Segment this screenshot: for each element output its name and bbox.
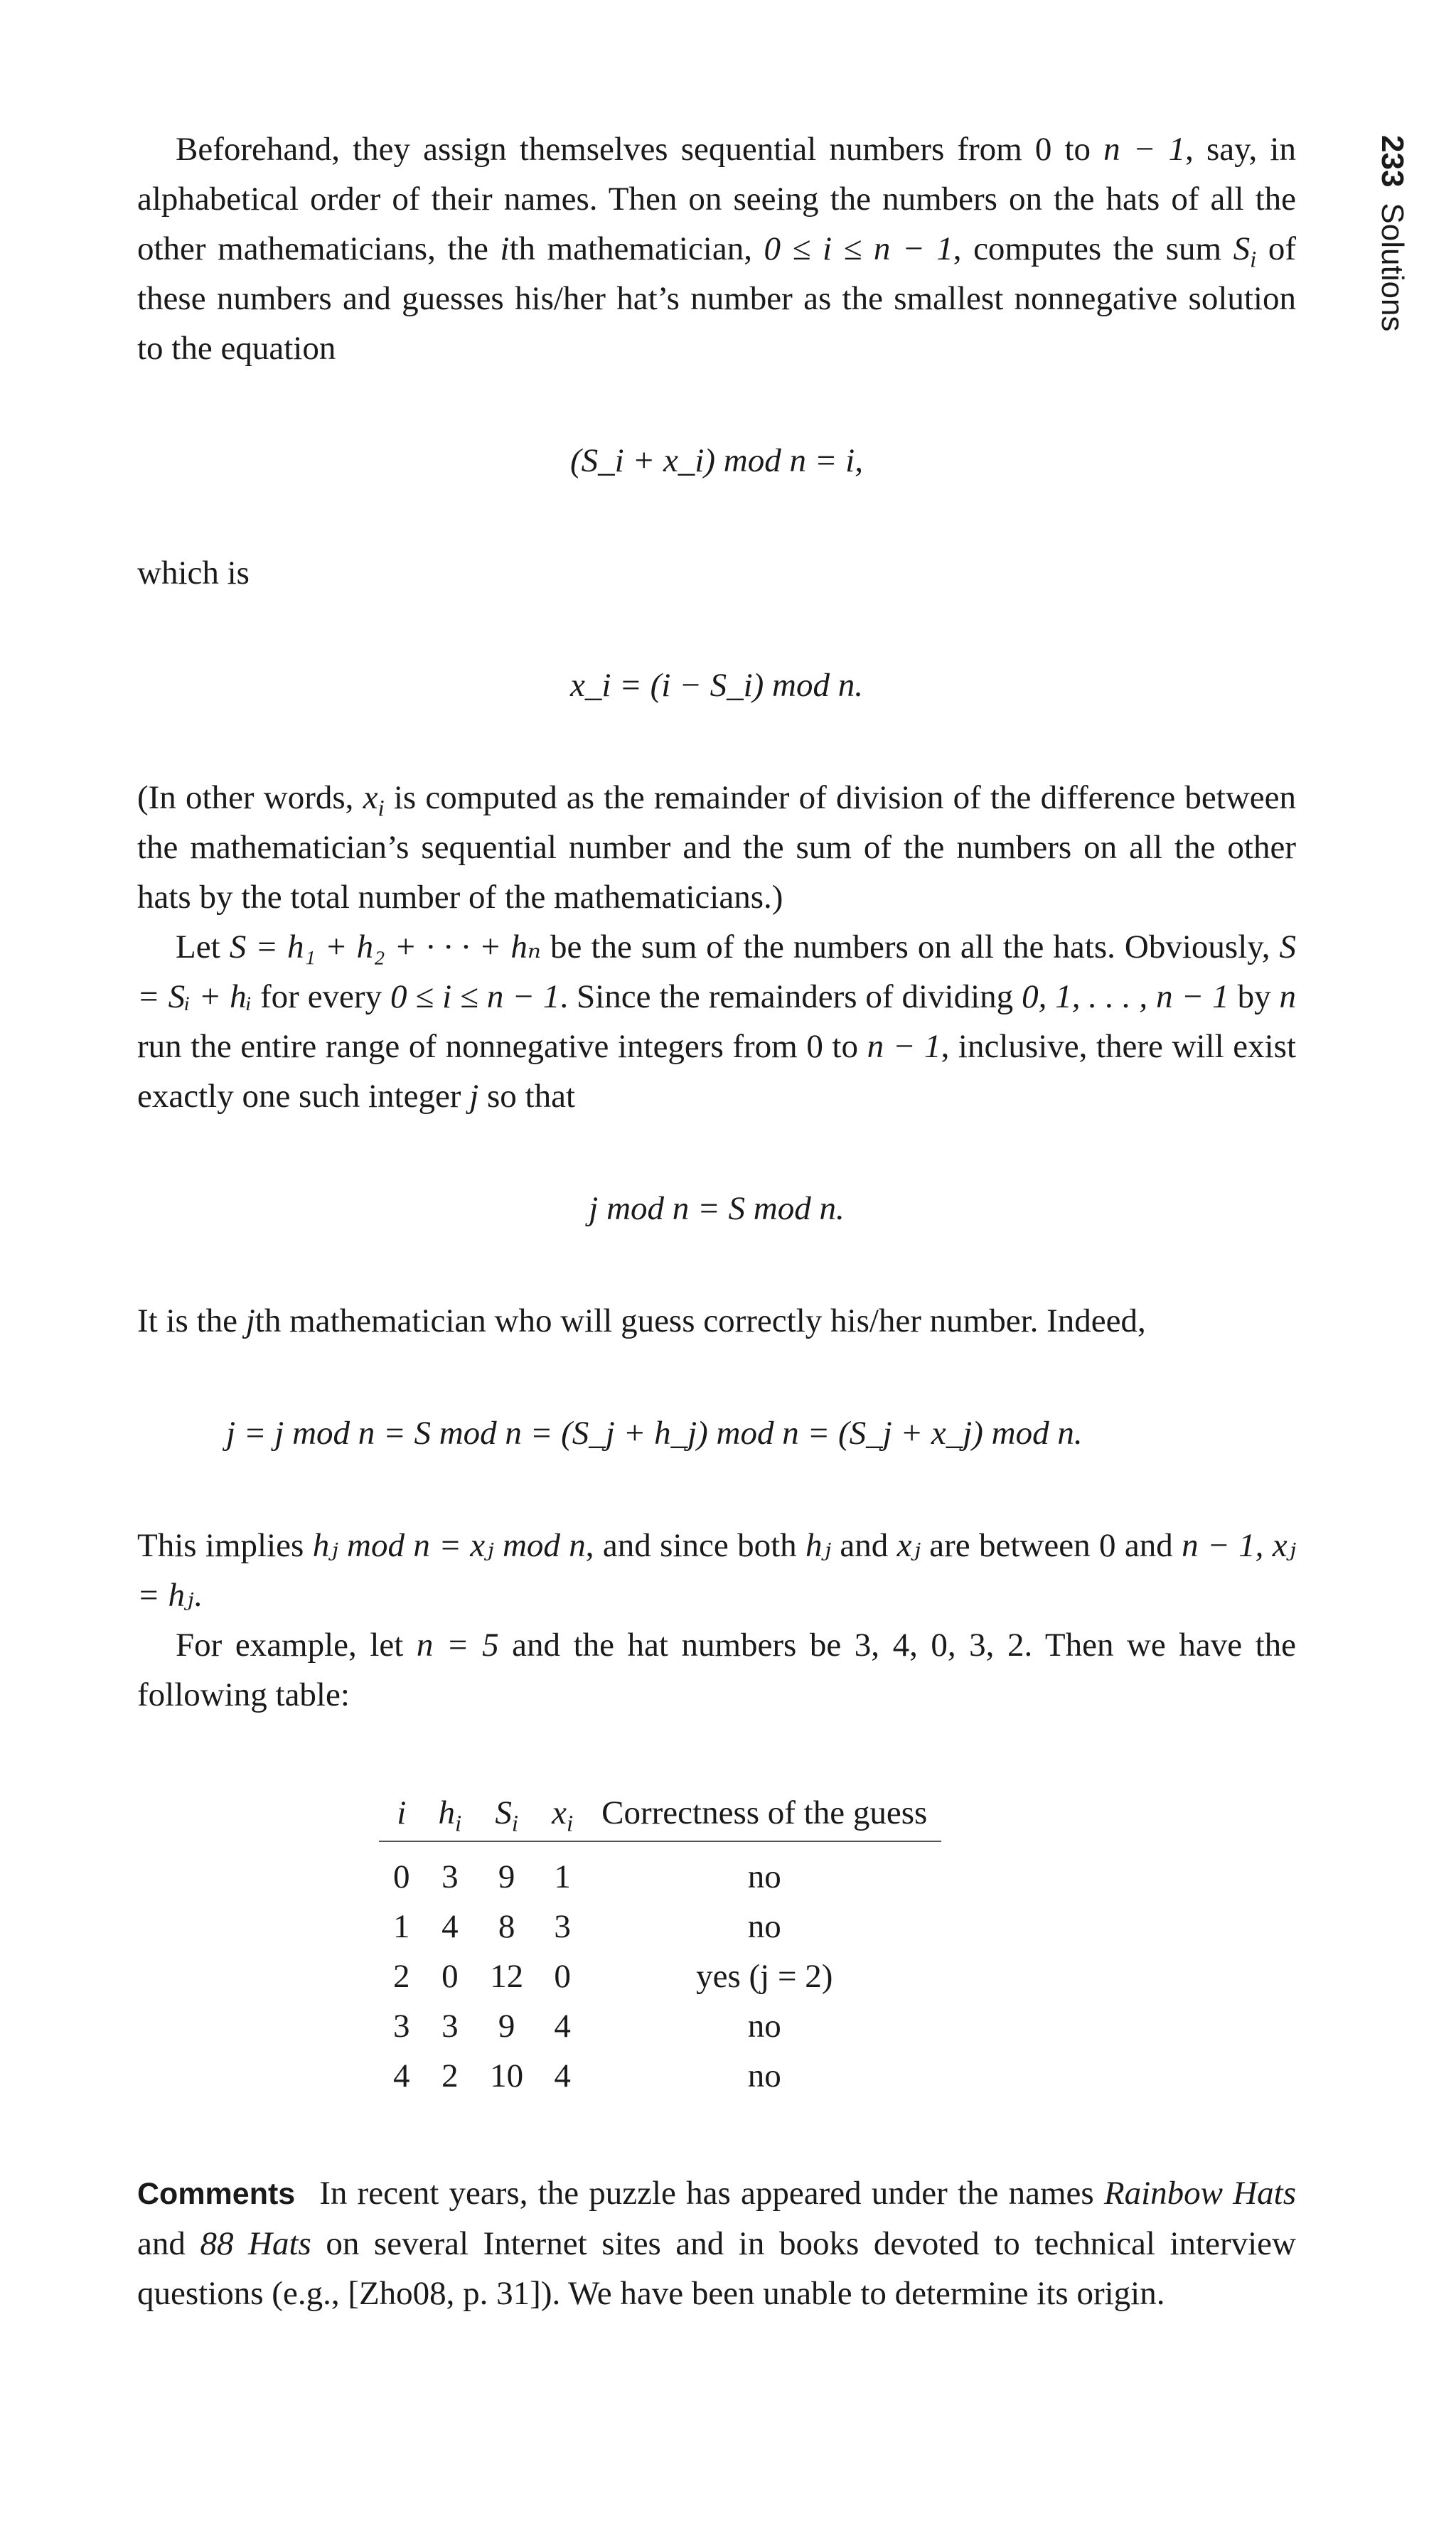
math-inline: 0, 1, . . . , n − 1 — [1022, 978, 1229, 1015]
text-run: Beforehand, they assign themselves sequential numbers from 0 to — [176, 131, 1104, 168]
table-cell: 0 — [393, 1858, 410, 1895]
table-cell: 4 — [554, 2057, 571, 2094]
table-cell: 12 — [490, 1958, 524, 1995]
table-cell: no — [747, 1908, 781, 1945]
text-run: on several Internet sites and in books devoted to technical interview questions (e.g., [Zho08, p. 31]). We have been unable to determine its origin. — [137, 2225, 1296, 2312]
table-row — [379, 1902, 941, 1952]
text-run: and the hat numbers be 3, 4, 0, 3, 2. Then we have the following table: — [137, 1627, 1297, 1713]
table-cell: no — [747, 2057, 781, 2094]
italic-title: Rainbow Hats — [1103, 2175, 1296, 2212]
paragraph-2: which is — [137, 555, 250, 591]
table-cell: 2 — [441, 2057, 459, 2094]
header-text: S — [495, 1794, 512, 1831]
paragraph-4 — [137, 922, 1296, 1121]
text-run: is computed as the remainder of division of the difference between the mathematician’s sequential number and the sum of the numbers on all the other hats by the total number of the mathematicians.) — [137, 779, 1296, 916]
table-cell: 3 — [393, 2008, 410, 2045]
equation-4: j = j mod n = S mod n = (S_j + h_j) mod n = (S_j + x_j) mod n. — [226, 1415, 1083, 1452]
math-inline: n − 1 — [1103, 131, 1186, 168]
math-symbol: x — [363, 779, 378, 816]
table-cell: 8 — [498, 1908, 515, 1945]
text-run: , computes the sum — [953, 230, 1233, 267]
math-inline — [1233, 230, 1257, 273]
text-run: This implies — [137, 1527, 313, 1564]
table-row — [379, 1952, 941, 2001]
math-inline: n − 1 — [867, 1028, 941, 1065]
italic-title: 88 Hats — [200, 2225, 311, 2262]
text-run: , and since both — [585, 1527, 806, 1564]
header-text: x — [552, 1794, 567, 1831]
header-subscript: i — [455, 1811, 462, 1837]
math-subscript: i — [1250, 247, 1257, 273]
text-run: are between 0 and — [920, 1527, 1182, 1564]
math-inline: j — [469, 1078, 479, 1115]
table-cell: 4 — [393, 2057, 410, 2094]
equation-3: j mod n = S mod n. — [589, 1190, 845, 1227]
math-inline: n − 1, xⱼ = hⱼ — [137, 1527, 1296, 1614]
text-run: th mathematician who will guess correctly his/her number. Indeed, — [255, 1302, 1146, 1339]
text-run: (In other words, — [137, 779, 363, 816]
paragraph-3 — [137, 773, 1296, 922]
table-cell: 1 — [393, 1908, 410, 1945]
column-header-correctness: Correctness of the guess — [587, 1791, 941, 1841]
example-table-wrapper — [137, 1791, 1296, 2101]
header-text: i — [397, 1794, 407, 1831]
text-run: For example, let — [176, 1627, 417, 1664]
table-cell: 3 — [441, 2008, 459, 2045]
equation-2: x_i = (i − S_i) mod n. — [570, 667, 863, 704]
header-subscript: i — [567, 1811, 574, 1837]
page-number: 233 — [1375, 135, 1410, 188]
math-inline: hⱼ — [805, 1527, 831, 1564]
math-inline: S = h₁ + h₂ + · · · + hₙ — [229, 928, 541, 965]
text-run: and — [137, 2225, 200, 2262]
text-run: It is the — [137, 1302, 246, 1339]
column-header-s — [476, 1791, 537, 1841]
table-cell: yes (j = 2) — [696, 1958, 833, 1995]
text-run: of these numbers and guesses his/her hat’s number as the smallest nonnegative solution to the equation — [137, 230, 1297, 367]
comments-label: Comments — [137, 2177, 296, 2211]
table-cell: no — [747, 1858, 781, 1895]
running-head — [1375, 135, 1409, 331]
table-cell: 1 — [554, 1858, 571, 1895]
column-header-x — [537, 1791, 587, 1841]
page-body — [137, 124, 1296, 2318]
example-table — [379, 1791, 941, 2101]
text-run: and — [830, 1527, 897, 1564]
column-header-h — [424, 1791, 476, 1841]
math-inline: n — [1279, 978, 1296, 1015]
math-inline — [363, 779, 385, 822]
math-symbol: S — [1233, 230, 1251, 267]
math-inline: 0 ≤ i ≤ n − 1 — [764, 230, 953, 267]
table-cell: 4 — [554, 2008, 571, 2045]
column-header-i — [379, 1791, 424, 1841]
table-cell: 0 — [441, 1958, 459, 1995]
header-subscript: i — [511, 1811, 518, 1837]
text-run: . Since the remainders of dividing — [560, 978, 1022, 1015]
table-cell: 9 — [498, 2008, 515, 2045]
text-run: run the entire range of nonnegative integers from 0 to — [137, 1028, 867, 1065]
text-run: th mathematician, — [509, 230, 764, 267]
text-run: , say, in alphabetical order of their names. Then on seeing the numbers on the hats of all the other mathematicians, the — [137, 131, 1296, 267]
text-run: be the sum of the numbers on all the hats. Obviously, — [540, 928, 1280, 965]
text-run: Let — [176, 928, 230, 965]
paragraph-1 — [137, 124, 1296, 373]
table-cell: 2 — [393, 1958, 410, 1995]
math-inline: i — [500, 230, 510, 267]
table-row — [379, 2051, 941, 2101]
equation-1: (S_i + x_i) mod n = i, — [570, 442, 863, 479]
paragraph-7 — [137, 1620, 1296, 1720]
math-subscript: i — [378, 796, 385, 822]
text-run: so that — [478, 1078, 576, 1115]
header-text: h — [438, 1794, 455, 1831]
table-row — [379, 2001, 941, 2051]
table-cell: 4 — [441, 1908, 459, 1945]
math-inline: j — [245, 1302, 255, 1339]
text-run: , inclusive, there will exist exactly one such integer — [137, 1028, 1297, 1115]
math-inline: 0 ≤ i ≤ n − 1 — [390, 978, 560, 1015]
math-inline: n = 5 — [416, 1627, 499, 1664]
math-inline: xⱼ — [896, 1527, 921, 1564]
comments-paragraph — [137, 2168, 1296, 2318]
paragraph-5 — [137, 1296, 1296, 1346]
math-inline: S = Sᵢ + hᵢ — [137, 928, 1296, 1015]
table-cell: 9 — [498, 1858, 515, 1895]
paragraph-6 — [137, 1521, 1296, 1620]
section-title: Solutions — [1375, 203, 1410, 332]
text-run: . — [193, 1577, 203, 1614]
table-header-row — [379, 1791, 941, 1841]
table-row — [379, 1841, 941, 1902]
text-run: In recent years, the puzzle has appeared under the names — [319, 2175, 1104, 2212]
table-cell: no — [747, 2008, 781, 2045]
table-cell: 3 — [554, 1908, 571, 1945]
text-run: for every — [252, 978, 390, 1015]
table-cell: 0 — [554, 1958, 571, 1995]
table-cell: 10 — [490, 2057, 524, 2094]
math-inline: hⱼ mod n = xⱼ mod n — [312, 1527, 586, 1564]
text-run: by — [1228, 978, 1280, 1015]
table-cell: 3 — [441, 1858, 459, 1895]
